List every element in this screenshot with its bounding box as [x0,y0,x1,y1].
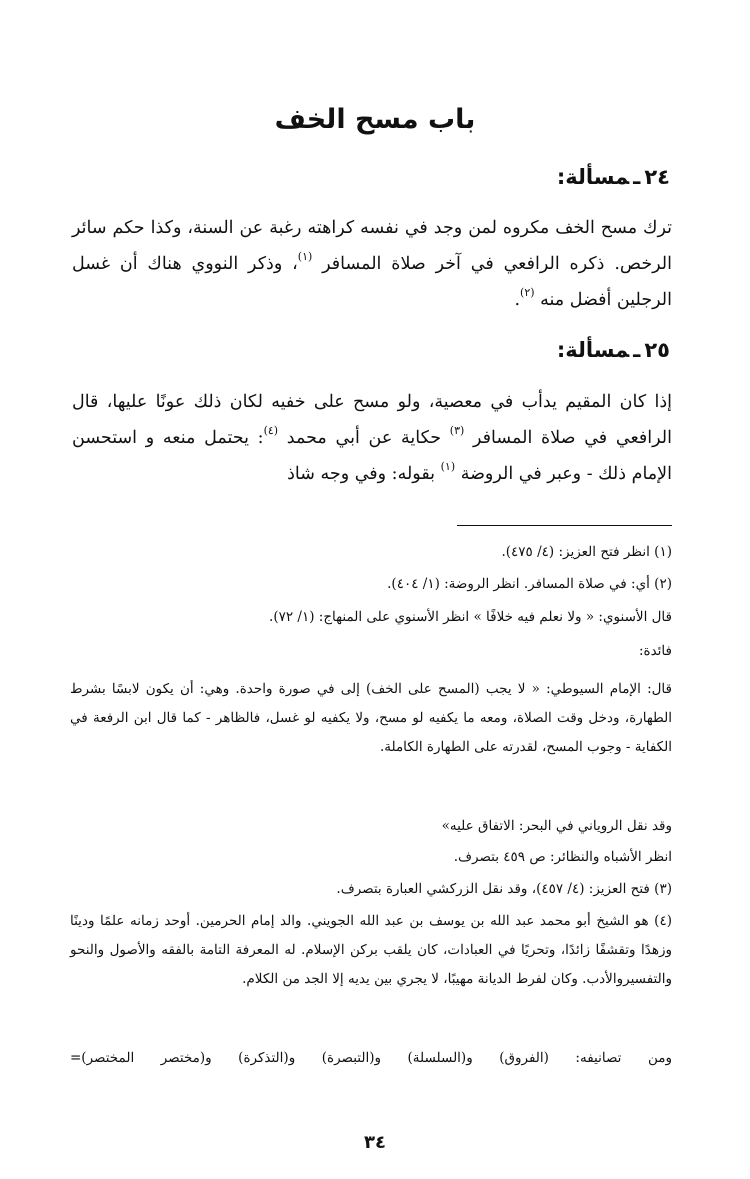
footnote: ومن تصانيفه: (الفروق) و(السلسلة) و(التبصرة) و(التذكرة) و(مختصر المختصر)= [70,1050,672,1066]
paragraph-text: ترك مسح الخف مكروه لمن وجد في نفسه كراهته رغبة عن السنة، وكذا حكم سائر الرخص. ذكره الرافعي في آخر صلاة المسافر [72,218,672,274]
footnote: قال: الإمام السيوطي: « لا يجب (المسح على الخف) إلى في صورة واحدة. وهي: أن يكون لابسًا بشرط الطهارة، ودخل وقت الصلاة، ومعه ما يكفيه لو مسح، ولا يكفيه لو غسل، فالظاهر - كما قال ابن الرفعة في الكفاية - وجوب المسح، لقدرته على الطهارة الكاملة. [70,681,672,755]
paragraph-text: : يحتمل منعه و استحسن الإمام ذلك - وعبر في الروضة [72,428,672,484]
footnote: (٢) أي: في صلاة المسافر. انظر الروضة: (١/ ٤٠٤). [387,576,672,592]
footnote-marker: (٣) [449,424,465,437]
paragraph-text: ، وذكر النووي هناك أن غسل الرجلين أفضل منه [72,254,672,310]
footnote: (٤) هو الشيخ أبو محمد عبد الله بن يوسف بن عبد الله الجويني. والد إمام الحرمين. أوحد زمانه علمًا ودينًا وزهدًا وتقشفًا زائدًا، وتحريًا في العبادات، كان يلقب بركن الإسلام. له المعرفة التامة بالفقه والأصول والنحو والتفسيروالأدب. وكان لفرط الديانة مهيبًا، لا يجري بين يديه إلا الجد من الكلام. [70,913,672,987]
page-number: ٣٤ [364,1132,386,1153]
footnote-heading: فائدة: [638,643,672,659]
footnote-marker: (٤) [263,424,279,437]
footnote-marker: (١) [297,250,313,263]
issue-paragraph [72,210,672,318]
paragraph-text: . [514,290,521,310]
issue-label: مسألة: [556,165,630,189]
issue-separator: ـ [633,165,641,189]
chapter-title: باب مسح الخف [274,104,476,135]
footnote: قال الأسنوي: « ولا نعلم فيه خلافًا » انظر الأسنوي على المنهاج: (١/ ٧٢). [269,609,672,625]
issue-heading [557,338,670,362]
footnote: وقد نقل الروياني في البحر: الاتفاق عليه» [441,818,672,834]
footnote: انظر الأشباه والنظائر: ص ٤٥٩ بتصرف. [453,849,672,865]
paragraph-text: حكاية عن أبي محمد [278,428,450,448]
issue-heading [557,165,670,189]
paragraph-text: بقوله: وفي وجه شاذ [287,464,441,484]
issue-number: ٢٥ [644,338,670,362]
issue-label: مسألة: [556,338,630,362]
paragraph-text: إذا كان المقيم يدأب في معصية، ولو مسح على خفيه لكان ذلك عونًا عليها، قال الرافعي في صلاة المسافر [72,392,672,448]
footnote: (٣) فتح العزيز: (٤/ ٤٥٧)، وقد نقل الزركشي العبارة بتصرف. [336,881,672,897]
footnote-marker: (١) [440,460,456,473]
footnote-divider [457,525,672,526]
issue-number: ٢٤ [644,165,670,189]
issue-separator: ـ [633,338,641,362]
footnote-marker: (٢) [520,286,535,299]
footnote: (١) انظر فتح العزيز: (٤/ ٤٧٥). [501,544,672,560]
issue-paragraph [72,384,672,492]
